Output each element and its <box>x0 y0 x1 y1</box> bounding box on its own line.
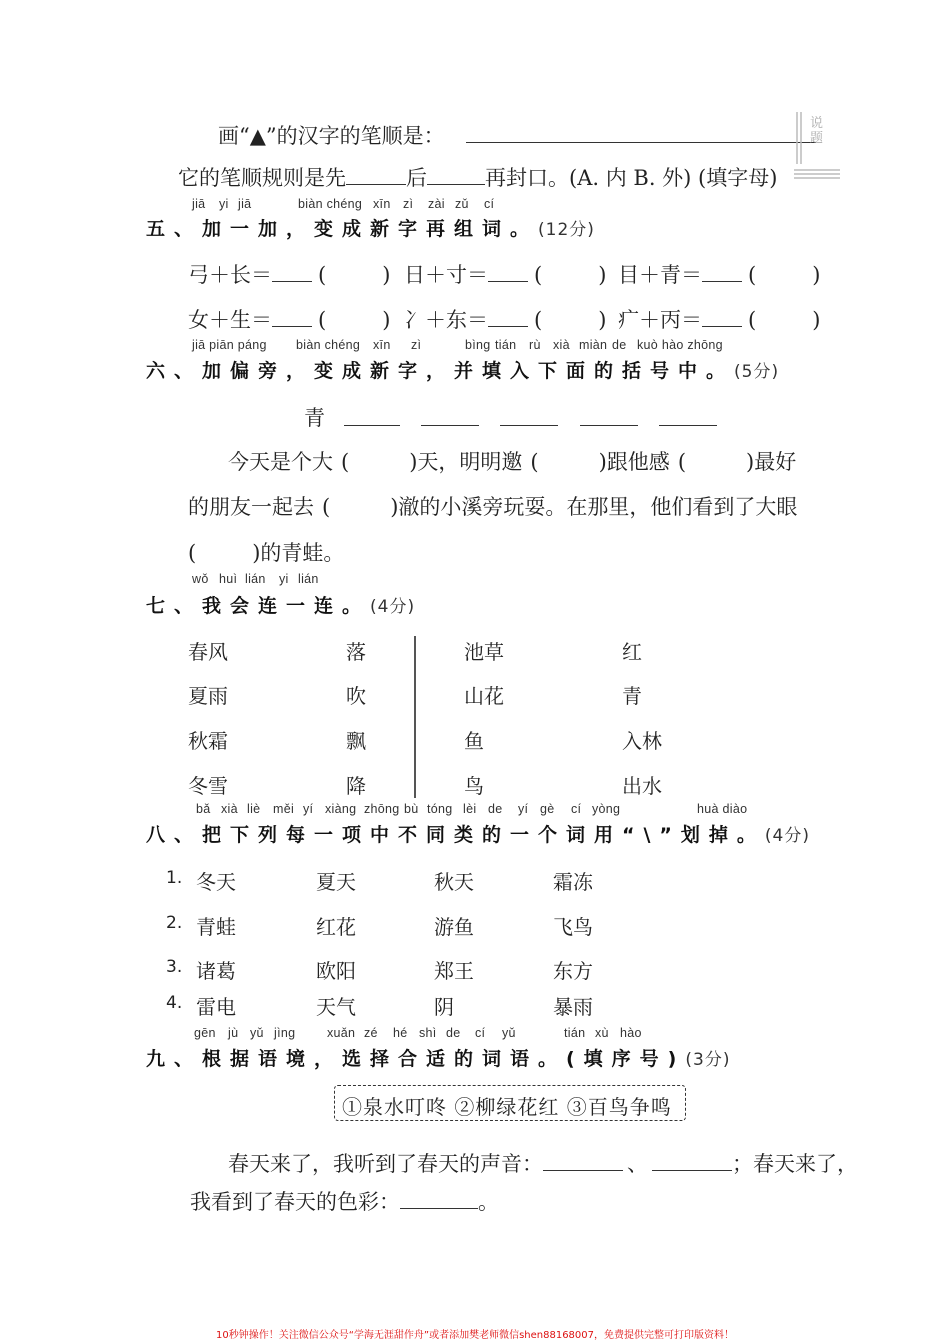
s9-blank-1[interactable] <box>543 1152 623 1171</box>
s7-right-word[interactable]: 山花 <box>464 684 504 708</box>
s5-r1-blank3[interactable] <box>702 263 742 282</box>
stroke-rule-blank-2[interactable] <box>427 166 485 185</box>
s5-r1-blank2[interactable] <box>488 263 528 282</box>
s8-word[interactable]: 欧阳 <box>316 959 356 983</box>
s9-heading <box>146 1044 730 1071</box>
s8-word[interactable]: 雷电 <box>196 995 236 1019</box>
s8-row-number: 2. <box>166 913 183 933</box>
s5-row1-item1: 弓＋长＝ ( ) <box>188 263 391 287</box>
s8-word[interactable]: 秋天 <box>434 870 474 894</box>
s6-blank-5[interactable] <box>659 425 717 426</box>
s9-title: 九、根据语境，选择合适的词语。(填序号) <box>146 1048 686 1070</box>
s7-right-match[interactable]: 出水 <box>622 774 662 798</box>
s8-score: (4分) <box>764 826 811 846</box>
s8-word[interactable]: 暴雨 <box>553 995 593 1019</box>
s8-word[interactable]: 游鱼 <box>434 915 474 939</box>
s8-word[interactable]: 飞鸟 <box>553 915 593 939</box>
stroke-rule-blank-1[interactable] <box>346 166 406 185</box>
s8-heading <box>146 820 810 847</box>
s9-line1: 春天来了，我听到了春天的声音： 、 ；春天来了， <box>228 1152 858 1176</box>
s8-word[interactable]: 青蛙 <box>196 915 236 939</box>
s6-para2: 的朋友一起去 ( )澈的小溪旁玩耍。在那里，他们看到了大眼 <box>188 495 798 519</box>
s6-blank-1[interactable] <box>344 425 400 426</box>
corner-seal-watermark <box>792 108 842 184</box>
s7-right-word[interactable]: 鱼 <box>464 729 484 753</box>
s8-row-number: 1. <box>166 868 183 888</box>
stroke-order-prompt: 画“▲”的汉字的笔顺是： <box>218 124 445 148</box>
s7-left-word[interactable]: 秋霜 <box>188 729 228 753</box>
s7-left-verb[interactable]: 降 <box>346 774 366 798</box>
s7-left-verb[interactable]: 落 <box>346 640 366 664</box>
s5-title: 五、加一加，变成新字再组词。 <box>146 218 539 240</box>
s8-row-number: 3. <box>166 957 183 977</box>
s6-base-char: 青 <box>304 406 325 430</box>
s6-score: (5分) <box>734 362 780 382</box>
s5-row1-item2: 日＋寸＝ ( ) <box>404 263 607 287</box>
s9-blank-3[interactable] <box>400 1190 478 1209</box>
stroke-rule-part3: 再封口。(A. 内 B. 外) (填字母) <box>485 166 778 190</box>
s6-para3: ( )的青蛙。 <box>188 541 345 565</box>
s7-divider <box>414 636 416 798</box>
s5-row2-item1: 女＋生＝ ( ) <box>188 308 391 332</box>
s5-r2-blank3[interactable] <box>702 308 742 327</box>
s7-left-word[interactable]: 春风 <box>188 640 228 664</box>
s8-word[interactable]: 霜冻 <box>553 870 593 894</box>
promo-footer: 10秒钟操作！关注微信公众号“学海无涯甜作舟”或者添加樊老师微信shen88168007，免费提供完整可打印版资料！ <box>215 1330 735 1341</box>
s7-title: 七、我会连一连。 <box>146 595 371 617</box>
s5-row2-item2: 冫＋东＝ ( ) <box>404 308 607 332</box>
s7-right-word[interactable]: 池草 <box>464 640 504 664</box>
s7-right-match[interactable]: 入林 <box>622 729 662 753</box>
s8-word[interactable]: 冬天 <box>196 870 236 894</box>
s7-right-word[interactable]: 鸟 <box>464 774 484 798</box>
s9-score: (3分) <box>685 1050 731 1070</box>
s8-word[interactable]: 郑王 <box>434 959 474 983</box>
s5-heading <box>146 214 595 241</box>
s8-word[interactable]: 夏天 <box>316 870 356 894</box>
s7-heading <box>146 591 415 618</box>
s7-left-word[interactable]: 冬雪 <box>188 774 228 798</box>
stroke-rule-part1: 它的笔顺规则是先 <box>178 166 346 190</box>
s6-blank-3[interactable] <box>500 425 558 426</box>
s7-right-match[interactable]: 红 <box>622 640 642 664</box>
s5-row1-item3: 目＋青＝ ( ) <box>618 263 821 287</box>
s7-right-match[interactable]: 青 <box>622 684 642 708</box>
seal-text: 说 题 <box>810 116 824 146</box>
s5-r2-blank1[interactable] <box>272 308 312 327</box>
s7-score: (4分) <box>370 597 416 617</box>
s7-left-verb[interactable]: 飘 <box>346 729 366 753</box>
s8-word[interactable]: 红花 <box>316 915 356 939</box>
s5-r1-blank1[interactable] <box>272 263 312 282</box>
s5-r2-blank2[interactable] <box>488 308 528 327</box>
s7-left-word[interactable]: 夏雨 <box>188 684 228 708</box>
stroke-order-blank[interactable] <box>466 142 816 143</box>
s8-word[interactable]: 东方 <box>553 959 593 983</box>
s6-title: 六、加偏旁，变成新字，并填入下面的括号中。 <box>146 360 735 382</box>
s8-word[interactable]: 阴 <box>434 995 454 1019</box>
s6-blank-4[interactable] <box>580 425 638 426</box>
stroke-rule-sentence <box>178 162 777 192</box>
s8-title: 八、把下列每一项中不同类的一个词用“\”划掉。 <box>146 824 765 846</box>
stroke-rule-part2: 后 <box>406 166 427 190</box>
s9-line2: 我看到了春天的色彩： 。 <box>190 1190 499 1214</box>
s6-para1: 今天是个大 ( )天，明明邀 ( )跟他感 ( )最好 <box>228 450 797 474</box>
s5-row2-item3: 疒＋丙＝ ( ) <box>618 308 821 332</box>
s8-word[interactable]: 诸葛 <box>196 959 236 983</box>
s6-heading <box>146 356 779 383</box>
s5-score: (12分) <box>538 220 595 240</box>
s8-word[interactable]: 天气 <box>316 995 356 1019</box>
s9-options: ①泉水叮咚 ②柳绿花红 ③百鸟争鸣 <box>342 1095 672 1119</box>
s9-blank-2[interactable] <box>652 1152 732 1171</box>
s6-blank-2[interactable] <box>421 425 479 426</box>
s8-row-number: 4. <box>166 993 183 1013</box>
s7-left-verb[interactable]: 吹 <box>346 684 366 708</box>
